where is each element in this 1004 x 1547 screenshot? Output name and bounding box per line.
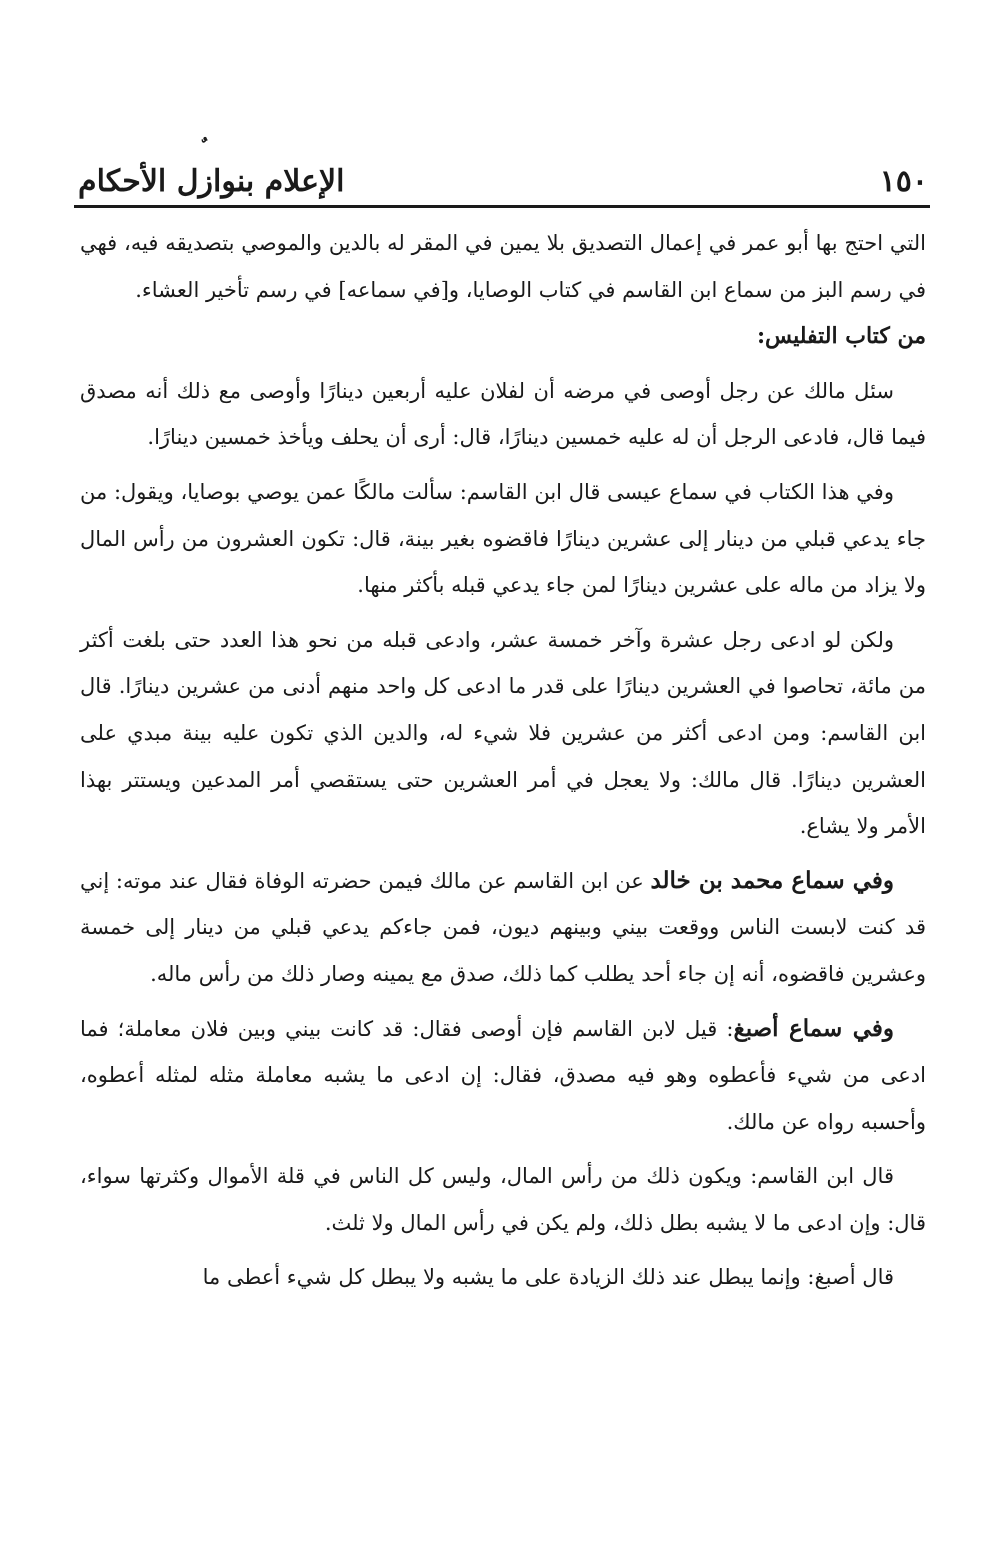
paragraph-7: قال ابن القاسم: ويكون ذلك من رأس المال، وليس كل الناس في قلة الأموال وكثرتها سواء، قال: وإن ادعى ما لا يشبه بطل ذلك، ولم يكن في رأس المال ولا ثلث. [80, 1164, 926, 1235]
running-title: الإعلام بنوازل الأحكام [78, 164, 345, 199]
paragraph-2: سئل مالك عن رجل أوصى في مرضه أن لفلان عليه أربعين دينارًا وأوصى مع ذلك أنه مصدق فيما قال، فادعى الرجل أن له عليه خمسين دينارًا، قال: أرى أن يحلف ويأخذ خمسين دينارًا. [80, 378, 926, 450]
section-heading: من كتاب التفليس: [756, 323, 926, 350]
page-number: ١٥٠ [879, 164, 928, 199]
paragraph-6 [80, 1006, 926, 1146]
paragraph-3: وفي هذا الكتاب في سماع عيسى قال ابن القاسم: سألت مالكًا عمن يوصي بوصايا، ويقول: من جاء يدعي قبلي من دينار إلى عشرين دينارًا فاقضوه بغير بينة، قال: تكون العشرون من رأس المال ولا يزاد من ماله على عشرين دينارًا لمن جاء يدعي قبله بأكثر منها. [80, 479, 926, 598]
paragraph-1: التي احتج بها أبو عمر في إعمال التصديق بلا يمين في المقر له بالدين والموصي بتصديقه فيه، فهي في رسم البز من سماع ابن القاسم في كتاب الوصايا، و[في سماعه] في رسم تأخير العشاء. [80, 231, 926, 302]
paragraph-8: قال أصبغ: وإنما يبطل عند ذلك الزيادة على ما يشبه ولا يبطل كل شيء أعطى ما [202, 1265, 894, 1290]
paragraph-6-text: : قيل لابن القاسم فإن أوصى فقال: قد كانت بيني وبين فلان معاملة؛ فما ادعى من شيء فأعطوه وهو فيه مصدق، فقال: إن ادعى ما يشبه معاملة مثله لمثله أعطوه، وأحسبه رواه عن مالك. [80, 1016, 926, 1134]
body-text [80, 220, 926, 1301]
paragraph-4: ولكن لو ادعى رجل عشرة وآخر خمسة عشر، وادعى قبله من نحو هذا العدد حتى بلغت أكثر من مائة، تحاصوا في العشرين دينارًا على قدر ما ادعى كل واحد منهم أدنى من عشرين دينارًا. قال ابن القاسم: ومن ادعى أكثر من عشرين فلا شيء له، والدين الذي تكون عليه بينة مبدي على العشرين دينارًا. قال مالك: ولا يعجل في أمر العشرين حتى يستقصي أمر المدعين ويستتر بهذا الأمر ولا يشاع. [80, 627, 926, 839]
page-header [78, 162, 928, 206]
header-rule [74, 205, 930, 208]
paragraph-5 [80, 858, 926, 998]
paragraph-6-lead: وفي سماع أصبغ [733, 1014, 894, 1042]
paragraph-5-text: عن ابن القاسم عن مالك فيمن حضرته الوفاة فقال عند موته: إني قد كنت لابست الناس ووقعت بيني وبينهم ديون، فمن جاءكم يدعي قبلي من دينار إلى خمسة وعشرين فاقضوه، أنه إن جاء أحد يطلب كما ذلك، صدق مع يمينه وصار ذلك من رأس ماله. [80, 868, 926, 986]
paragraph-5-lead: وفي سماع محمد بن خالد [650, 866, 894, 894]
